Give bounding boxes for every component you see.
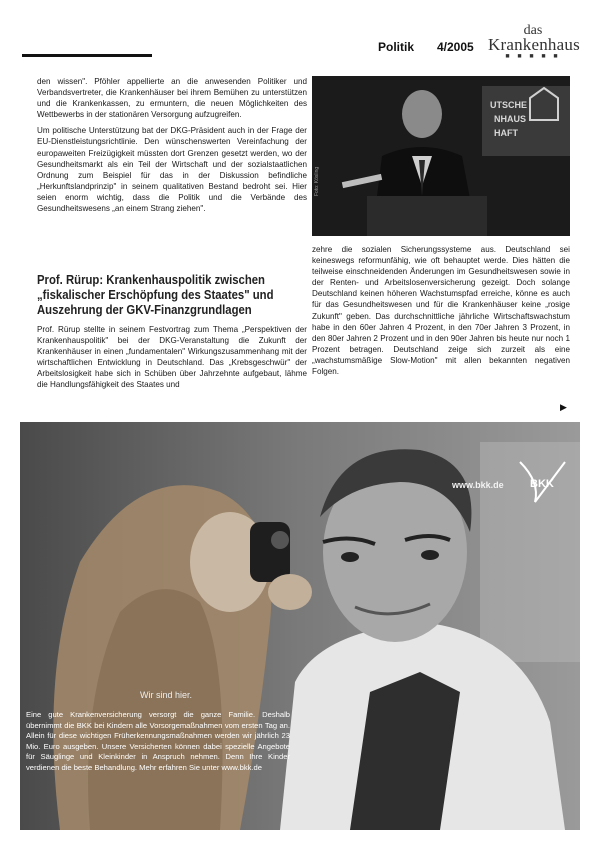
page-header [0,23,606,68]
article-subheading: Prof. Rürup: Krankenhauspolitik zwischen „fiskalischer Erschöpfung des Staates" und Auszehrung der GKV-Finanzgrundlagen [37,273,274,317]
issue-number: 4/2005 [437,40,474,54]
section-label: Politik [378,40,415,54]
ad-url: www.bkk.de [452,480,504,490]
logo-big-text: Krankenhaus [488,35,580,55]
bkk-logo: BKK [530,478,554,490]
ad-slogan: Wir sind hier. [140,690,193,700]
svg-text:HAFT: HAFT [494,128,518,138]
svg-text:UTSCHE: UTSCHE [490,100,528,110]
article-left-continuation [37,324,307,396]
article-right-column [312,244,570,382]
photo-credit: Foto: Kösling [314,166,320,196]
header-rule [22,54,152,57]
article-paragraph: den wissen". Pföhler appellierte an die anwesenden Politiker und Verbandsvertreter, die Krankenhäuser bei ihrem Bemühen zu unterstützen und die Krankenkassen, zu ermuntern, die neuen Möglichkeiten des Wettbewerbs in der stationären Versorgung aufzugreifen. [37,77,307,120]
article-paragraph: zehre die sozialen Sicherungssysteme aus. Deutschland sei keineswegs reformunfähig, wie oft behauptet werde. Dies hätten die teilweise einschneidenden Änderungen im Gesundheitswesen sowie in der Renten- und Arbeitslosenversicherung gezeigt. Doch solange Deutschland keinen höheren Wachstumspfad erreiche, könne es auch für das Gesundheitswesen und für die Krankenhäuser keine „rosige Zukunft" geben. Das durchschnittliche jährliche Wirtschaftswachstum habe in den 60er Jahren 4 Prozent, in den 70er Jahren 3 Prozent, in den 80er Jahren 2 Prozent und in den 90er Jahren bis heute nur noch 1 Prozent betragen. Deutschland zeige sich zurzeit als eine „wachstumsmäßige Slow-Motion" mit allen bekannten negativen Folgen. [312,245,570,377]
bkk-advertisement [20,422,580,830]
article-left-column [37,76,307,219]
svg-text:NHAUS: NHAUS [494,114,527,124]
logo-small-text: das [523,23,543,38]
continue-arrow-icon: ▶ [560,402,567,412]
logo-dots: ■ ■ ■ ■ ■ [505,52,561,61]
speaker-photo [312,76,570,236]
article-paragraph: Um politische Unterstützung bat der DKG-Präsident auch in der Frage der EU-Dienstleistungsrichtlinie. Den wünschenswerten Vereinfachung der europaweiten Freizügigkeit müssten dort Grenzen gesetzt werden, wo der Gesundheitsmarkt als ein Teil der Wirtschaft und der sozialstaatlichen Ordnung zum Beispiel für das in der Diskussion befindliche „Herkunftslandprinzip" in seinem qualitativen Bestand bedroht sei. Hier seien enorm wichtig, dass die Politik und die Verbände des Gesundheitswesens „an einem Strang ziehen". [37,126,307,214]
speaker-photo-image [312,76,570,236]
ad-body-text: Eine gute Krankenversicherung versorgt die ganze Familie. Deshalb übernimmt die BKK bei Kindern alle Vorsorgemaßnahmen vom ersten Tag an. Allein für diese wichtigen Früherkennungsmaßnahmen werden wir jährlich 23 Mio. Euro ausgeben. Unsere Versicherten können dabei spezielle Angebote für Säuglinge und Kleinkinder in Anspruch nehmen. Denn Ihre Kinder verdienen die beste Behandlung. Mehr erfahren Sie unter www.bkk.de [26,710,290,772]
magazine-logo [488,24,578,60]
article-paragraph: Prof. Rürup stellte in seinem Festvortrag zum Thema „Perspektiven der Krankenhauspolitik" bei der DKG-Veranstaltung die Zukunft der Krankenhäuser in einen „fundamentalen" Wirkungszusammenhang mit der wirtschaftlichen Entwicklung in Deutschland. Das „Krebsgeschwür" der Arbeitslosigkeit habe sich in Schüben über Jahrzehnte aufgebaut, lähme die Handlungsfähigkeit des Staates und [37,325,307,390]
